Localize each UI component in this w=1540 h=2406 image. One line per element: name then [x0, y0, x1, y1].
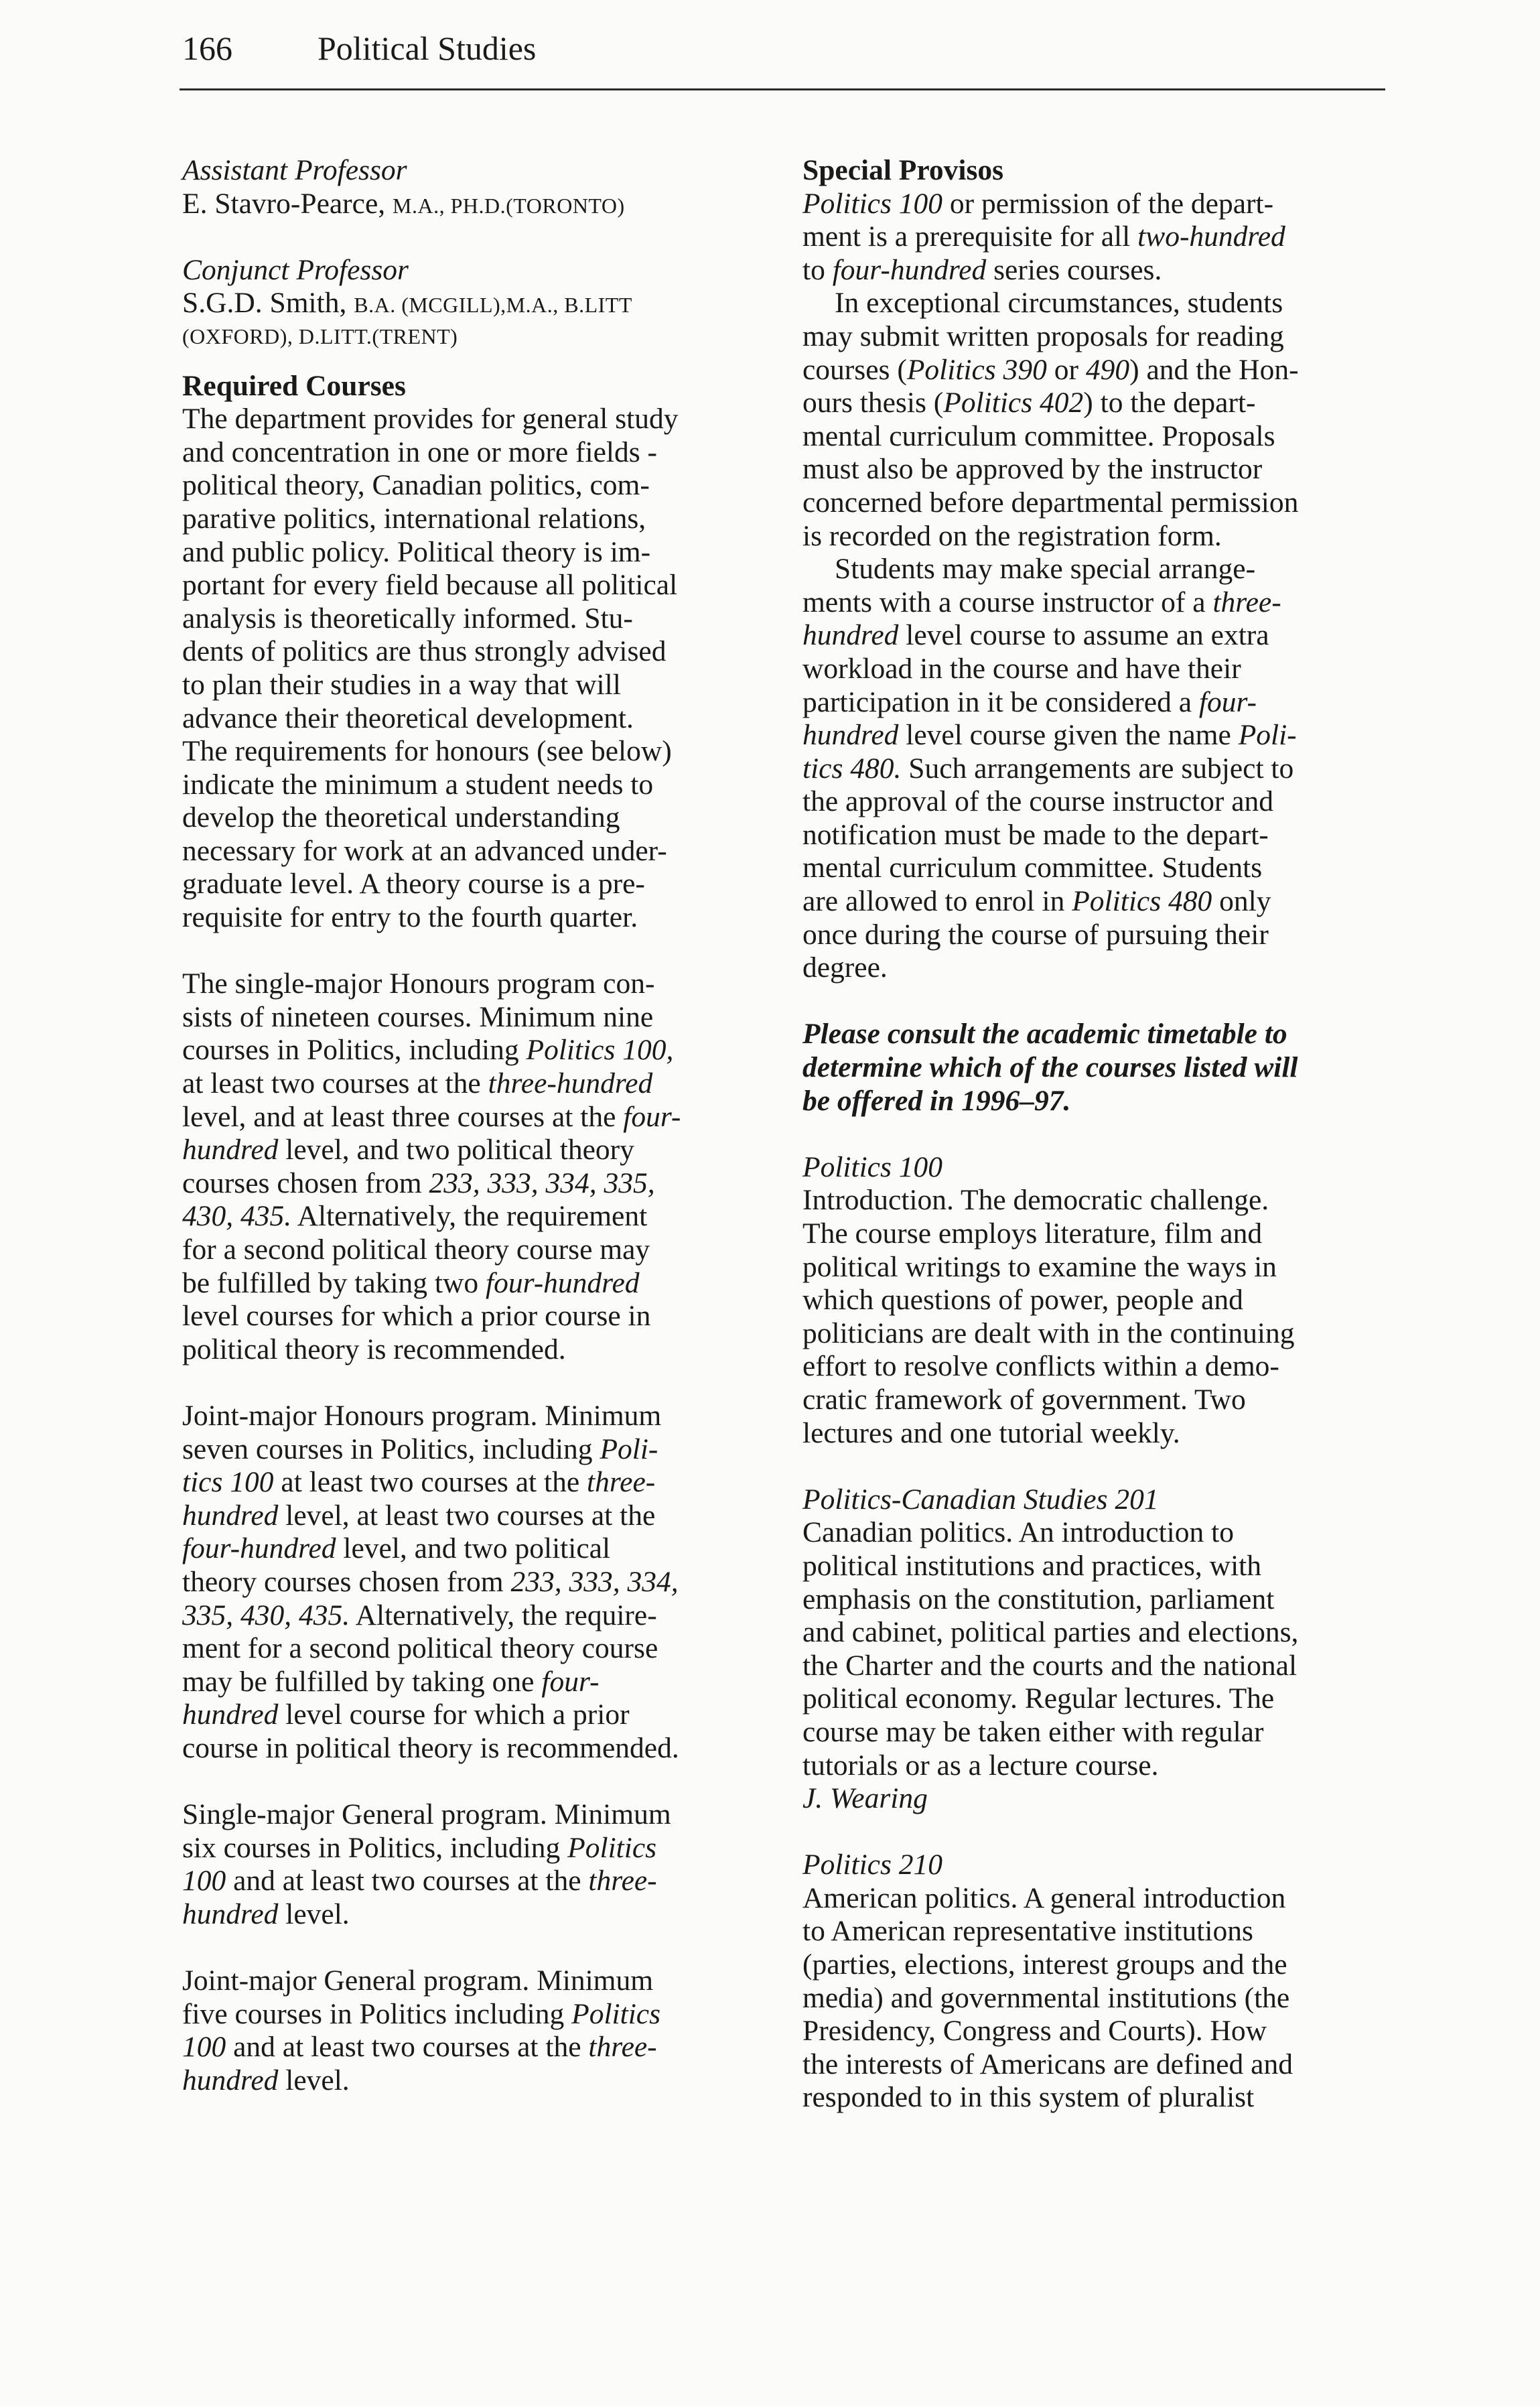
text-line: be offered in 1996–97.: [802, 1084, 1071, 1117]
section-heading: Special Provisos: [802, 154, 1004, 186]
faculty-name: [182, 287, 758, 320]
text-run: be fulfilled by taking two: [182, 1266, 486, 1299]
text-line: tutorials or as a lecture course.: [802, 1749, 1159, 1782]
paragraph: [182, 967, 758, 1366]
text-line: [182, 1267, 758, 1300]
right-column: [802, 154, 1385, 2115]
text-run: three-: [1212, 586, 1281, 618]
text-run: hundred: [182, 1134, 279, 1166]
text-run: five courses in Politics including: [182, 1997, 572, 2030]
text-run: Poli-: [1238, 719, 1297, 752]
text-line: Joint-major Honours program. Minimum: [182, 1399, 662, 1432]
text-line: [182, 2031, 758, 2064]
course-title: Politics-Canadian Studies 201: [802, 1483, 1159, 1516]
page-number: 166: [182, 29, 232, 67]
text-run: four-: [1198, 685, 1257, 718]
text-line: concerned before departmental permission: [802, 486, 1299, 519]
text-line: [182, 1998, 758, 2031]
text-run: hundred: [182, 2064, 279, 2096]
text-run: hundred: [182, 1698, 279, 1731]
text-line: [182, 1532, 758, 1566]
course-instructor: J. Wearing: [802, 1782, 928, 1815]
course-title: Politics 100: [802, 1150, 943, 1183]
text-line: and public policy. Political theory is im-: [182, 535, 651, 568]
text-run: E. Stavro-Pearce,: [182, 187, 386, 220]
text-run: ) to the depart-: [1083, 387, 1256, 419]
paragraph: [182, 1964, 758, 2097]
text-run: hundred: [802, 619, 899, 652]
text-run: and at least two courses at the: [226, 1865, 589, 1897]
text-run: two-hundred: [1137, 220, 1285, 253]
text-line: workload in the course and have their: [802, 652, 1241, 685]
text-line: dents of politics are thus strongly advised: [182, 635, 667, 668]
text-run: level, and two political: [336, 1532, 611, 1565]
text-line: The requirements for honours (see below): [182, 735, 672, 768]
text-line: [182, 1566, 758, 1599]
text-run: level.: [278, 2064, 350, 2096]
text-line: Please consult the academic timetable to: [802, 1018, 1287, 1051]
faculty-role: Conjunct Professor: [182, 253, 409, 286]
text-line: level courses for which a prior course in: [182, 1300, 651, 1333]
text-line: may submit written proposals for reading: [802, 320, 1284, 352]
text-line: course may be taken either with regular: [802, 1715, 1264, 1748]
text-run: Politics 480: [1072, 885, 1212, 918]
text-run: level course to assume an extra: [898, 619, 1269, 652]
text-line: portant for every field because all political: [182, 569, 678, 602]
text-line: [802, 586, 1385, 620]
text-run: four-hundred: [182, 1532, 336, 1565]
text-run: level, at least two courses at the: [278, 1499, 656, 1532]
text-run: four-hundred: [832, 253, 987, 286]
text-line: [802, 619, 1385, 653]
text-run: or: [1046, 353, 1086, 386]
text-line: [182, 1101, 758, 1134]
text-run: 100: [182, 2031, 226, 2064]
text-line: [802, 188, 1385, 221]
text-line: [802, 387, 1385, 420]
text-run: ments with a course instructor of a: [802, 586, 1213, 618]
text-line: political writings to examine the ways in: [802, 1250, 1277, 1283]
course-entry: [802, 1483, 1385, 1816]
text-line: emphasis on the constitution, parliament: [802, 1583, 1275, 1615]
text-line: to American representative institutions: [802, 1915, 1253, 1948]
text-run: level, and at least three courses at the: [182, 1100, 624, 1133]
text-line: The single-major Honours program con-: [182, 967, 655, 1000]
text-line: [802, 885, 1385, 919]
text-line: [182, 1200, 758, 1233]
text-run: Politics 390: [906, 353, 1047, 386]
text-run: Poli-: [600, 1432, 658, 1465]
text-run: 233, 333, 334, 335,: [429, 1166, 655, 1199]
text-line: [182, 1167, 758, 1201]
text-run: may be fulfilled by taking one: [182, 1665, 542, 1698]
text-line: [182, 1499, 758, 1533]
text-line: the interests of Americans are defined and: [802, 2048, 1293, 2080]
text-line: political theory is recommended.: [182, 1333, 566, 1365]
text-line: [182, 1034, 758, 1067]
text-line: advance their theoretical development.: [182, 701, 634, 734]
text-run: three-: [588, 1865, 657, 1897]
text-line: [182, 2064, 758, 2098]
text-line: The course employs literature, film and: [802, 1217, 1263, 1250]
text-run: courses chosen from: [182, 1166, 429, 1199]
text-line: Canadian politics. An introduction to: [802, 1516, 1234, 1549]
text-line: is recorded on the registration form.: [802, 519, 1222, 552]
text-run: hundred: [182, 1897, 279, 1930]
course-entry: [802, 1151, 1385, 1450]
text-line: [182, 1134, 758, 1167]
text-run: 233, 333, 334,: [510, 1565, 679, 1598]
text-run: Politics: [567, 1831, 657, 1864]
text-run: S.G.D. Smith,: [182, 287, 347, 320]
text-line: and cabinet, political parties and elections,: [802, 1616, 1299, 1649]
text-line: Single-major General program. Minimum: [182, 1798, 671, 1831]
text-run: ment is a prerequisite for all: [802, 220, 1138, 253]
text-line: (parties, elections, interest groups and the: [802, 1948, 1287, 1981]
text-run: ours thesis (: [802, 387, 944, 419]
text-line: once during the course of pursuing their: [802, 918, 1269, 951]
text-line: determine which of the courses listed will: [802, 1051, 1298, 1084]
text-run: B.A. (MCGILL),M.A., B.LITT: [354, 293, 632, 318]
text-line: responded to in this system of pluralist: [802, 2081, 1255, 2114]
text-line: for a second political theory course may: [182, 1233, 650, 1266]
text-line: lectures and one tutorial weekly.: [802, 1416, 1180, 1449]
text-run: Politics: [571, 1997, 661, 2030]
text-line: [802, 752, 1385, 786]
text-run: or permission of the depart-: [942, 187, 1274, 220]
text-line: [802, 719, 1385, 752]
text-run: Such arrangements are subject to: [901, 752, 1294, 785]
text-run: tics 480.: [802, 752, 902, 785]
text-line: [182, 1599, 758, 1633]
text-line: effort to resolve conflicts within a demo-: [802, 1350, 1279, 1383]
text-run: courses (: [802, 353, 907, 386]
text-run: Alternatively, the requirement: [291, 1200, 648, 1233]
text-run: hundred: [182, 1499, 279, 1532]
text-line: sists of nineteen courses. Minimum nine: [182, 1000, 654, 1033]
text-run: seven courses in Politics, including: [182, 1432, 600, 1465]
text-line: requisite for entry to the fourth quarter.: [182, 901, 638, 934]
text-run: are allowed to enrol in: [802, 885, 1072, 918]
text-run: at least two courses at the: [273, 1466, 587, 1499]
text-line: [182, 1865, 758, 1898]
paragraph: [182, 403, 758, 935]
text-line: necessary for work at an advanced under-: [182, 834, 667, 867]
text-run: level.: [278, 1897, 350, 1930]
paragraph: [182, 1400, 758, 1765]
text-line: the approval of the course instructor and: [802, 785, 1274, 818]
text-run: level course given the name: [898, 719, 1239, 752]
section-heading: Required Courses: [182, 369, 406, 402]
text-run: ) and the Hon-: [1129, 353, 1299, 386]
text-run: level, and two political theory: [278, 1134, 634, 1166]
course-entry: [802, 1849, 1385, 2115]
text-line: [182, 1433, 758, 1467]
left-column: [182, 154, 758, 2097]
text-run: Politics 100: [802, 187, 943, 220]
text-run: theory courses chosen from: [182, 1565, 511, 1598]
text-run: M.A., PH.D.(TORONTO): [393, 193, 625, 218]
text-line: The department provides for general study: [182, 403, 679, 436]
text-run: tics 100: [182, 1466, 274, 1499]
paragraph: [802, 188, 1385, 287]
text-line: [182, 1832, 758, 1865]
text-run: three-: [587, 1466, 656, 1499]
text-line: ment for a second political theory course: [182, 1632, 658, 1665]
text-line: notification must be made to the depart-: [802, 818, 1269, 851]
text-line: analysis is theoretically informed. Stu-: [182, 602, 633, 634]
text-run: four-: [623, 1100, 681, 1133]
text-run: courses in Politics, including: [182, 1034, 527, 1067]
text-line: media) and governmental institutions (the: [802, 1981, 1290, 2014]
text-line: Students may make special arrange-: [835, 553, 1256, 586]
paragraph: [802, 553, 1385, 985]
text-line: [802, 254, 1385, 287]
text-run: participation in it be considered a: [802, 685, 1199, 718]
text-line: political institutions and practices, with: [802, 1549, 1261, 1582]
text-line: parative politics, international relations,: [182, 502, 646, 535]
text-line: [182, 1067, 758, 1101]
text-line: graduate level. A theory course is a pre-: [182, 868, 645, 900]
page-header: [180, 15, 1385, 82]
timetable-notice: [802, 1018, 1385, 1118]
text-run: Alternatively, the require-: [350, 1599, 657, 1631]
text-run: level course for which a prior: [278, 1698, 630, 1731]
text-line: develop the theoretical understanding: [182, 801, 620, 834]
text-run: and at least two courses at the: [226, 2031, 589, 2064]
faculty-role: Assistant Professor: [182, 154, 407, 186]
text-line: [182, 1666, 758, 1699]
text-run: 430, 435.: [182, 1200, 292, 1233]
text-run: 100: [182, 1865, 226, 1897]
text-run: four-hundred: [486, 1266, 640, 1299]
text-run: three-hundred: [488, 1067, 653, 1100]
text-line: [802, 686, 1385, 720]
text-line: to plan their studies in a way that will: [182, 668, 621, 701]
paragraph: [182, 1798, 758, 1931]
text-line: [802, 354, 1385, 387]
text-run: Politics 402: [943, 387, 1084, 419]
running-title: Political Studies: [318, 29, 537, 67]
text-line: the Charter and the courts and the national: [802, 1649, 1298, 1682]
text-run: hundred: [802, 719, 899, 752]
text-line: cratic framework of government. Two: [802, 1383, 1246, 1416]
text-run: three-: [588, 2031, 657, 2064]
text-line: course in political theory is recommended.: [182, 1731, 679, 1764]
text-run: to: [802, 253, 833, 286]
text-run: series courses.: [986, 253, 1162, 286]
text-line: [182, 1466, 758, 1499]
text-line: political economy. Regular lectures. The: [802, 1682, 1275, 1715]
text-line: Joint-major General program. Minimum: [182, 1964, 654, 1997]
text-line: indicate the minimum a student needs to: [182, 768, 654, 801]
text-run: 335, 430, 435.: [182, 1599, 350, 1631]
text-line: must also be approved by the instructor: [802, 453, 1263, 486]
text-line: degree.: [802, 951, 888, 984]
text-run: six courses in Politics, including: [182, 1831, 568, 1864]
text-line: mental curriculum committee. Proposals: [802, 419, 1275, 452]
text-line: mental curriculum committee. Students: [802, 852, 1263, 884]
text-line: [802, 220, 1385, 254]
text-run: 490: [1085, 353, 1130, 386]
text-line: which questions of power, people and: [802, 1284, 1243, 1317]
text-line: [182, 1898, 758, 1932]
text-line: politicians are dealt with in the continuing: [802, 1317, 1295, 1349]
text-run: at least two courses at the: [182, 1067, 488, 1100]
course-title: Politics 210: [802, 1849, 943, 1881]
faculty-credentials: (OXFORD), D.LITT.(TRENT): [182, 324, 458, 348]
text-run: Politics 100,: [526, 1034, 674, 1067]
text-line: Introduction. The democratic challenge.: [802, 1184, 1269, 1217]
text-run: only: [1212, 885, 1271, 918]
text-line: In exceptional circumstances, students: [835, 287, 1283, 320]
faculty-name: [182, 188, 758, 221]
paragraph: [802, 287, 1385, 553]
header-rule: [180, 88, 1385, 90]
text-line: American politics. A general introduction: [802, 1881, 1286, 1914]
text-run: four-: [541, 1665, 600, 1698]
text-line: [182, 1698, 758, 1732]
text-line: political theory, Canadian politics, com-: [182, 469, 650, 502]
text-line: Presidency, Congress and Courts). How: [802, 2015, 1267, 2048]
text-line: and concentration in one or more fields -: [182, 436, 658, 468]
